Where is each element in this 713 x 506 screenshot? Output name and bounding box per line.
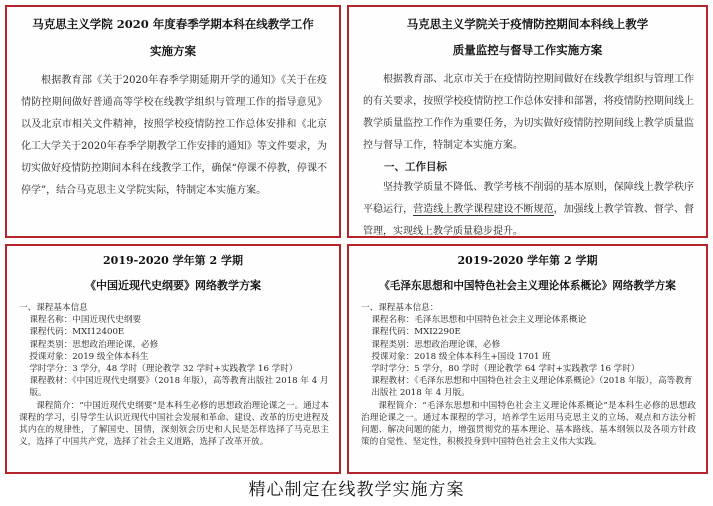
image-caption: 精心制定在线教学实施方案 xyxy=(248,480,465,500)
course-title: 《中国近现代史纲要》网络教学方案 xyxy=(85,279,261,292)
goal-paragraph xyxy=(349,177,706,238)
goal-dotted-text: 实现线上教学质量稳步提升 xyxy=(393,226,513,237)
info-row: 学时学分：5 学分，80 学时（理论教学 64 学时+实践教学 16 学时） xyxy=(371,364,640,375)
panel-title-line2: 质量监控与督导工作实施方案 xyxy=(452,43,603,57)
goal-text: 坚持教学质量不降低、教学考核不削弱的基本原则，保障线上教学秩序平稳运行， xyxy=(363,182,694,215)
panel-body-paragraph: 根据教育部《关于2020年春季学期延期开学的通知》《关于在疫情防控期间做好普通高等学校在线教学组织与管理工作的指导意见》以及北京市相关文件精神，按照学校疫情防控工作总体安排和《北京化工大学关于2020年春季学期教学工作安排的通知》等文件要求，为切实做好疫情防控期间本科在线教学工作，确保“停课不停教，停课不停学”，结合马克思主义学院实际，特制定本实施方案。 xyxy=(21,75,327,196)
info-row: 课程教材：《中国近现代史纲要》（2018 年版），高等教育出版社 2018 年 4 月版。 xyxy=(29,376,329,399)
info-row: 课程代码：MXI12400E xyxy=(29,327,125,338)
info-row: 授课对象：2019 级全体本科生 xyxy=(29,351,149,362)
info-row: 学时学分：3 学分，48 学时（理论教学 32 学时+实践教学 16 学时） xyxy=(29,364,298,375)
info-row: 课程类别：思想政治理论课，必修 xyxy=(29,339,159,350)
document-panel-teaching-plan xyxy=(5,5,341,238)
info-row: 课程代码：MXI2290E xyxy=(371,327,461,338)
info-row: 课程名称：中国近现代史纲要 xyxy=(29,315,142,326)
section-heading: 一、课程基本信息 xyxy=(19,303,88,313)
section-heading: 一、工作目标 xyxy=(384,161,447,173)
info-row: 课程类别：思想政治理论课，必修 xyxy=(371,339,501,350)
info-row: 授课对象：2018 级全体本科生+国设 1701 班 xyxy=(371,351,551,362)
panel-title-line1: 马克思主义学院 2020 年度春季学期本科在线教学工作 xyxy=(32,17,314,31)
semester-label: 2019-2020 学年第 2 学期 xyxy=(457,254,598,267)
goal-underlined-text: 营造线上教学课程建设不断规范 xyxy=(413,204,554,215)
document-panel-course-outline-maozedong xyxy=(347,244,708,474)
document-panel-quality-plan xyxy=(347,5,708,238)
goal-text: ，加强线上教学管教、督学、督管理， xyxy=(363,204,694,237)
goal-text: 。 xyxy=(513,226,523,237)
section-heading: 一、课程基本信息： xyxy=(361,303,439,313)
panel-body-paragraph: 根据教育部、北京市关于在疫情防控期间做好在线教学组织与管理工作的有关要求，按照学校疫情防控工作总体安排和部署，将疫情防控期间线上教学质量监控工作作为重要任务，为切实做好疫情防控期间线上教学质量监控与督导工作，特制定本实施方案。 xyxy=(363,74,694,151)
info-row: 课程教材：《毛泽东思想和中国特色社会主义理论体系概论》（2018 年版），高等教育出版社 2018 年 4 月版。 xyxy=(371,376,693,399)
course-intro: 课程简介：“中国近现代史纲要”是本科生必修的思想政治理论课之一。通过本课程的学习，引导学生认识近现代中国社会发展和革命、建设、改革的历史进程及其内在的规律性，了解国史、国情，深刻领会历史和人民是怎样选择了马克思主义，选择了中国共产党，选择了社会主义道路，选择了改革开放。 xyxy=(19,400,329,448)
panel-title-line1: 马克思主义学院关于疫情防控期间本科线上教学 xyxy=(406,17,649,31)
course-title: 《毛泽东思想和中国特色社会主义理论体系概论》网络教学方案 xyxy=(379,280,676,292)
info-row: 课程名称：毛泽东思想和中国特色社会主义理论体系概论 xyxy=(371,315,587,326)
semester-label: 2019-2020 学年第 2 学期 xyxy=(103,254,243,267)
document-panel-course-outline-history xyxy=(5,244,341,474)
course-intro: 课程简介：“毛泽东思想和中国特色社会主义理论体系概论”是本科生必修的思想政治理论课之一。通过本课程的学习，培养学生运用马克思主义的立场、观点和方法分析问题、解决问题的能力，增强贯彻党的基本理论、基本路线、基本纲领以及各项方针政策的自觉性、坚定性，积极投身到中国特色社会主义伟大实践。 xyxy=(361,400,696,448)
panel-title-line2: 实施方案 xyxy=(150,44,196,58)
